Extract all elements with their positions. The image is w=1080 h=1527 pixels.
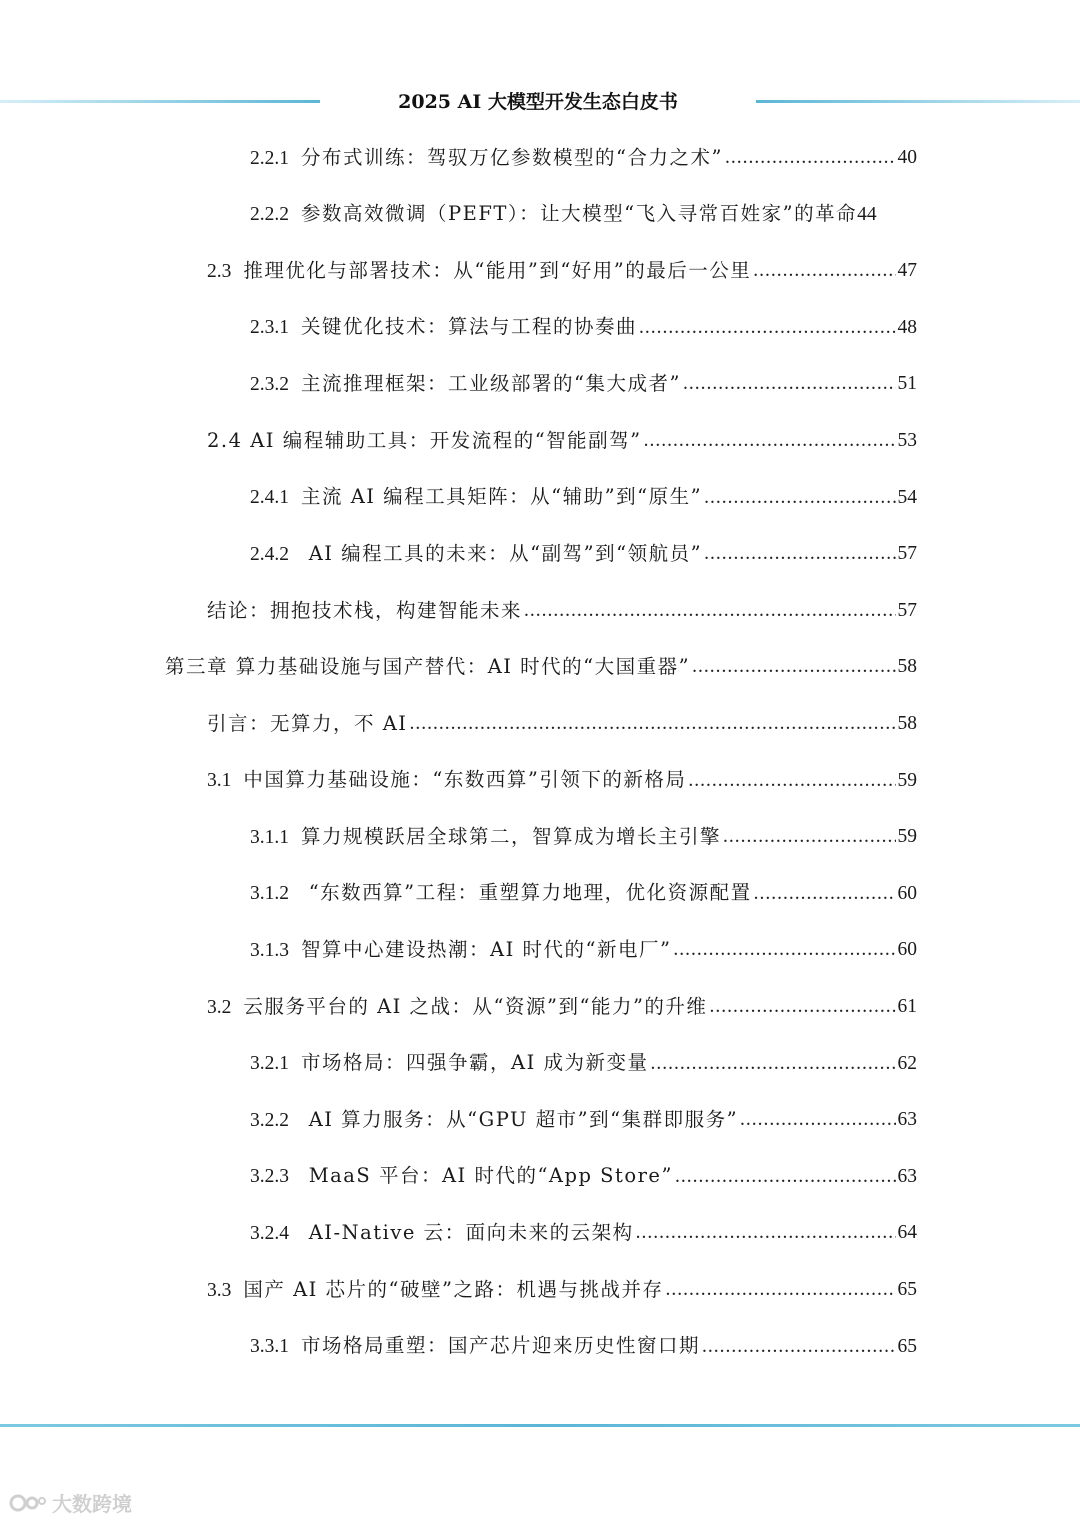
toc-entry-title xyxy=(250,1051,648,1076)
toc-page-number: 61 xyxy=(897,996,917,1017)
toc-entry[interactable] xyxy=(250,1149,917,1205)
toc-page-number: 63 xyxy=(897,1109,917,1131)
toc-entry[interactable] xyxy=(207,413,917,469)
toc-entry-number: 3.1.1 xyxy=(250,826,289,848)
toc-entry-title xyxy=(250,1334,700,1359)
toc-entry-text: 算力规模跃居全球第二，智算成为增长主引擎 xyxy=(301,824,722,848)
toc-entry[interactable] xyxy=(250,187,917,243)
footer-rule xyxy=(0,1424,1080,1427)
toc-page-number: 44 xyxy=(857,203,877,225)
toc-page-number: 65 xyxy=(897,1279,917,1300)
toc-entry-text: 市场格局：四强争霸，AI 成为新变量 xyxy=(301,1051,649,1075)
toc-entry-number: 2.3.1 xyxy=(250,317,289,339)
toc-page-number: 53 xyxy=(897,430,917,451)
toc-entry-text: MaaS 平台：AI 时代的“App Store” xyxy=(301,1164,673,1188)
toc-entry-text: 市场格局重塑：国产芯片迎来历史性窗口期 xyxy=(301,1334,701,1358)
toc-entry-number: 2.4.2 xyxy=(250,543,289,565)
toc-entry-text: 主流 AI 编程工具矩阵：从“辅助”到“原生” xyxy=(301,485,703,509)
toc-entry-text: 2.4 AI 编程辅助工具：开发流程的“智能副驾” xyxy=(207,429,642,452)
toc-entry-number: 3.2.2 xyxy=(250,1109,289,1131)
toc-page-number: 65 xyxy=(897,1335,917,1357)
toc-page-number: 57 xyxy=(897,599,917,621)
toc-leader-dots xyxy=(673,938,895,962)
toc-entry-title xyxy=(250,146,723,171)
toc-entry-text: AI 编程工具的未来：从“副驾”到“领航员” xyxy=(301,541,703,565)
toc-entry-number: 2.2.1 xyxy=(250,147,289,169)
toc-entry-title xyxy=(250,485,702,510)
toc-leader-dots xyxy=(692,655,895,679)
toc-entry-title xyxy=(250,825,721,850)
toc-entry-title xyxy=(207,768,686,793)
toc-leader-dots xyxy=(675,1165,896,1189)
toc-entry-title xyxy=(207,429,642,453)
toc-entry-title xyxy=(250,1221,634,1246)
toc-entry-text: 中国算力基础设施：“东数西算”引领下的新格局 xyxy=(243,768,687,792)
toc-entry-title xyxy=(250,1164,673,1189)
toc-entry-text: 第三章 算力基础设施与国产替代：AI 时代的“大国重器” xyxy=(165,655,691,679)
toc-entry-text: 引言：无算力，不 AI xyxy=(207,712,408,735)
toc-entry-number: 2.2.2 xyxy=(250,204,289,226)
toc-entry-number: 2.4.1 xyxy=(250,487,289,509)
header-rule-left xyxy=(0,100,320,103)
watermark xyxy=(8,1488,132,1517)
toc-leader-dots xyxy=(650,1052,895,1076)
toc-page-number: 48 xyxy=(897,316,917,338)
toc-entry-title xyxy=(250,881,752,906)
toc-leader-dots xyxy=(688,769,895,793)
toc-entry-text: 参数高效微调（PEFT）：让大模型“飞入寻常百姓家”的革命 xyxy=(301,202,858,226)
toc-entry-text: “东数西算”工程：重塑算力地理，优化资源配置 xyxy=(301,881,752,905)
toc-leader-dots xyxy=(709,995,895,1019)
toc-page-number: 60 xyxy=(897,939,917,961)
toc-page-number: 57 xyxy=(897,543,917,565)
toc-page-number: 62 xyxy=(897,1052,917,1074)
watermark-text: 大数跨境 xyxy=(52,1492,132,1516)
toc-entry-title xyxy=(250,315,637,340)
toc-entry-title xyxy=(250,542,702,567)
toc-leader-dots xyxy=(524,599,895,623)
toc-entry[interactable] xyxy=(250,1036,917,1092)
toc-page-number: 63 xyxy=(897,1165,917,1187)
toc-entry-number: 3.1.3 xyxy=(250,939,289,961)
toc-entry[interactable] xyxy=(207,243,917,299)
toc-entry-number: 3.2.4 xyxy=(250,1222,289,1244)
toc-entry[interactable] xyxy=(165,639,917,695)
toc-page-number: 47 xyxy=(897,260,917,282)
toc-entry[interactable] xyxy=(250,130,917,186)
toc-leader-dots xyxy=(639,316,895,340)
toc-entry-title xyxy=(250,938,671,963)
toc-entry-number: 2.3.2 xyxy=(250,373,289,395)
toc-entry[interactable] xyxy=(250,526,917,582)
toc-entry-title xyxy=(207,259,751,284)
toc-leader-dots xyxy=(644,429,896,453)
toc-leader-dots xyxy=(723,825,895,849)
toc-entry[interactable] xyxy=(250,300,917,356)
toc-entry-title xyxy=(250,202,857,227)
toc-entry[interactable] xyxy=(207,753,917,809)
toc-leader-dots xyxy=(725,146,896,170)
toc-leader-dots xyxy=(754,882,896,906)
toc-entry-number: 3.2.3 xyxy=(250,1166,289,1188)
toc-entry[interactable] xyxy=(250,1205,917,1261)
toc-leader-dots xyxy=(683,372,896,396)
toc-entry-title xyxy=(250,1108,738,1133)
toc-page-number: 58 xyxy=(897,656,917,678)
toc-entry[interactable] xyxy=(207,696,917,752)
toc-entry-text: 分布式训练：驾驭万亿参数模型的“合力之术” xyxy=(301,145,723,169)
toc-page-number: 64 xyxy=(897,1222,917,1244)
toc-leader-dots xyxy=(702,1335,895,1359)
brand-logo-icon xyxy=(8,1491,48,1515)
toc-entry[interactable] xyxy=(250,1092,917,1148)
toc-leader-dots xyxy=(704,542,895,566)
toc-entry-number: 3.3 xyxy=(207,1279,232,1301)
toc-page-number: 60 xyxy=(897,882,917,904)
toc-leader-dots xyxy=(636,1221,896,1245)
toc-entry-number: 3.1.2 xyxy=(250,883,289,905)
toc-page-number: 40 xyxy=(897,147,917,168)
toc-entry[interactable] xyxy=(250,922,917,978)
toc-page-number: 59 xyxy=(897,769,917,791)
toc-entry[interactable] xyxy=(207,979,917,1035)
toc-entry[interactable] xyxy=(250,470,917,526)
toc-leader-dots xyxy=(409,712,895,736)
toc-entry-text: 国产 AI 芯片的“破壁”之路：机遇与挑战并存 xyxy=(243,1277,664,1301)
toc-entry-title xyxy=(207,599,522,623)
toc-page-number: 51 xyxy=(897,373,917,395)
toc-entry-title xyxy=(207,1278,664,1303)
toc-entry-text: AI 算力服务：从“GPU 超市”到“集群即服务” xyxy=(301,1107,739,1131)
header-rule-right xyxy=(756,100,1080,103)
toc-page-number: 54 xyxy=(897,486,917,508)
toc-entry[interactable] xyxy=(250,866,917,922)
toc-page-number: 58 xyxy=(897,713,917,734)
toc-entry-number: 3.1 xyxy=(207,770,232,792)
toc-entry-title xyxy=(207,712,407,736)
toc-entry-number: 3.3.1 xyxy=(250,1336,289,1358)
toc-entry[interactable] xyxy=(250,1319,917,1375)
page-header-title: 2025 AI 大模型开发生态白皮书 xyxy=(398,91,678,113)
toc-entry-title xyxy=(165,655,690,679)
toc-entry-text: 主流推理框架：工业级部署的“集大成者” xyxy=(301,371,681,395)
toc-page-number: 59 xyxy=(897,826,917,848)
toc-leader-dots xyxy=(740,1108,895,1132)
toc-entry-number: 2.3 xyxy=(207,260,232,282)
toc-entry-text: AI-Native 云：面向未来的云架构 xyxy=(301,1220,634,1244)
toc-leader-dots xyxy=(753,259,895,283)
toc-entry-text: 云服务平台的 AI 之战：从“资源”到“能力”的升维 xyxy=(243,994,708,1018)
toc-entry-text: 关键优化技术：算法与工程的协奏曲 xyxy=(301,315,638,339)
toc-entry-text: 推理优化与部署技术：从“能用”到“好用”的最后一公里 xyxy=(243,258,752,282)
toc-entry-text: 结论：拥抱技术栈，构建智能未来 xyxy=(207,598,523,622)
toc-entry-number: 3.2.1 xyxy=(250,1053,289,1075)
toc-leader-dots xyxy=(666,1278,896,1302)
toc-entry-title xyxy=(250,372,681,397)
toc-entry-text: 智算中心建设热潮：AI 时代的“新电厂” xyxy=(301,937,672,961)
toc-leader-dots xyxy=(704,486,895,510)
toc-entry[interactable] xyxy=(250,809,917,865)
toc-entry-number: 3.2 xyxy=(207,996,232,1018)
toc-entry[interactable] xyxy=(207,1262,917,1318)
toc-entry[interactable] xyxy=(207,583,917,639)
toc-entry[interactable] xyxy=(250,356,917,412)
toc-entry-title xyxy=(207,995,707,1020)
